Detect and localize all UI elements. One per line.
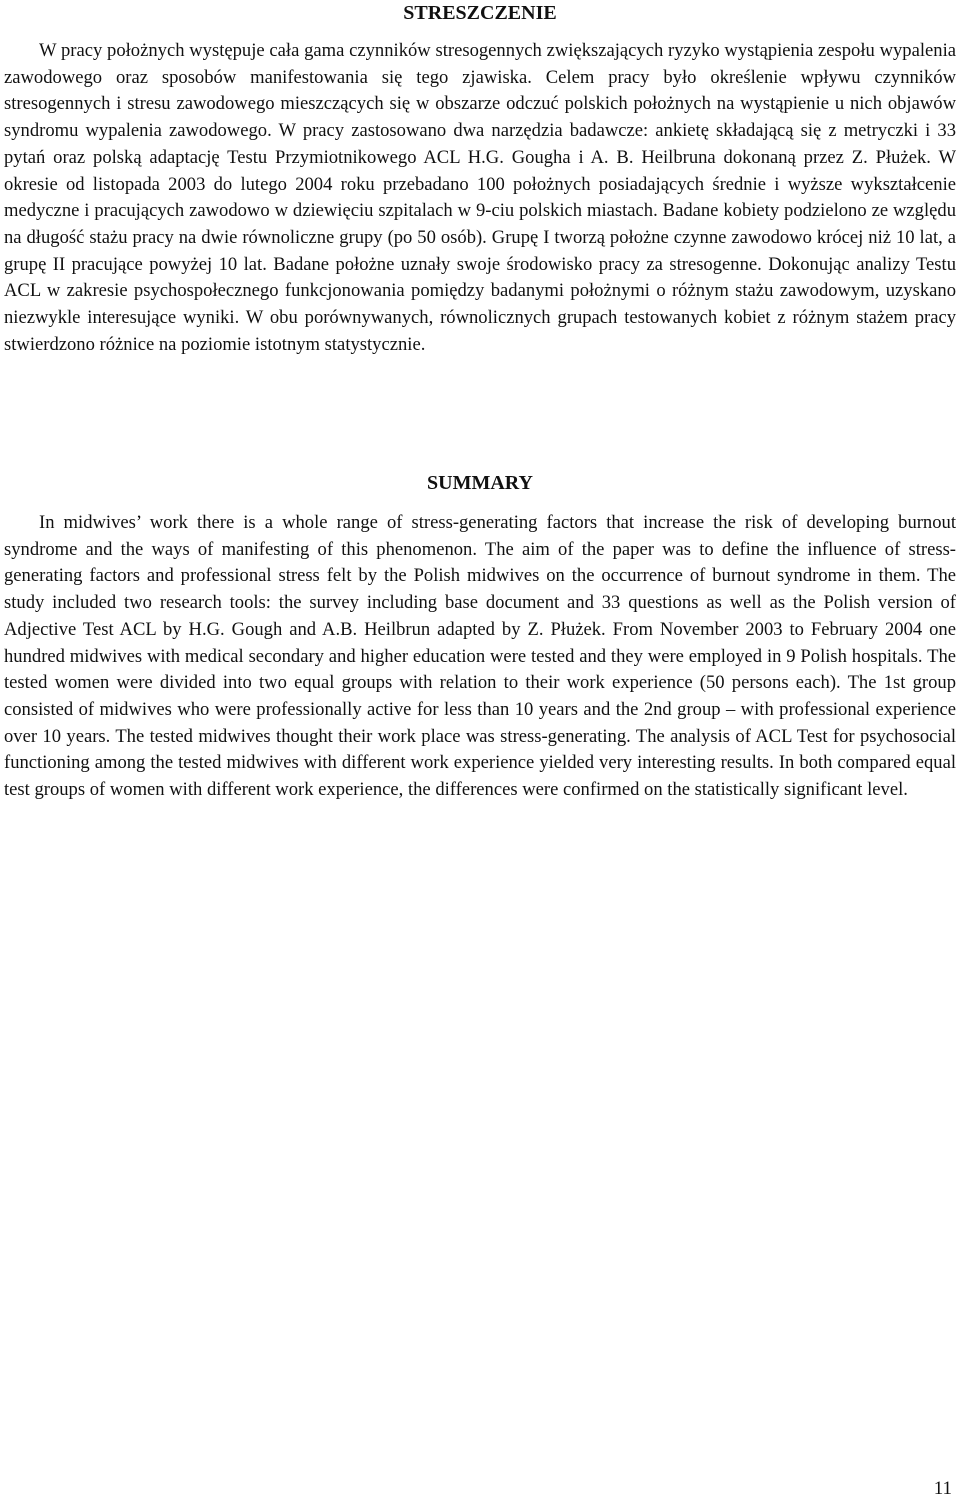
streszczenie-heading: STRESZCZENIE <box>403 2 557 24</box>
summary-heading: SUMMARY <box>427 472 533 494</box>
streszczenie-paragraph: W pracy położnych występuje cała gama czynników stresogennych zwiększających ryzyko wystąpienia zespołu wypalenia zawodowego oraz sposobów manifestowania się tego zjawiska. Celem pracy było określenie wpływu czynników stresogennych i stresu zawodowego mieszczących się w obszarze odczuć polskich położnych na wystąpienie u nich objawów syndromu wypalenia zawodowego. W pracy zastosowano dwa narzędzia badawcze: ankietę składającą się z metryczki i 33 pytań oraz polską adaptację Testu Przymiotnikowego ACL H.G. Gougha i A. B. Heilbruna dokonaną przez Z. Płużek. W okresie od listopada 2003 do lutego 2004 roku przebadano 100 położnych posiadających średnie i wyższe wykształcenie medyczne i pracujących zawodowo w dziewięciu szpitalach w 9-ciu polskich miastach. Badane kobiety podzielono ze względu na długość stażu pracy na dwie równoliczne grupy (po 50 osób). Grupę I tworzą położne czynne zawodowo krócej niż 10 lat, a grupę II pracujące powyżej 10 lat. Badane położne uznały swoje środowisko pracy za stresogenne. Dokonując analizy Testu ACL w zakresie psychospołecznego funkcjonowania pomiędzy badanymi położnymi o różnym stażu zawodowym, uzyskano niezwykle interesujące wyniki. W obu porównywanych, równolicznych grupach testowanych kobiet z różnym stażem pracy stwierdzono różnice na poziomie istotnym statystycznie. <box>4 40 956 355</box>
page-number: 11 <box>933 1478 952 1499</box>
summary-paragraph: In midwives’ work there is a whole range of stress-generating factors that increase the risk of developing burnout syndrome and the ways of manifesting of this phenomenon. The aim of the paper was to define the influence of stress-generating factors and professional stress felt by the Polish midwives on the occurrence of burnout syndrome in them. The study included two research tools: the survey including base document and 33 questions as well as the Polish version of Adjective Test ACL by H.G. Gough and A.B. Heilbrun adapted by Z. Płużek. From November 2003 to February 2004 one hundred midwives with medical secondary and higher education were tested and they were employed in 9 Polish hospitals. The tested women were divided into two equal groups with relation to their work experience (50 persons each). The 1st group consisted of midwives who were professionally active for less than 10 years and the 2nd group – with professional experience over 10 years. The tested midwives thought their work place was stress-generating. The analysis of ACL Test for psychosocial functioning among the tested midwives with different work experience yielded very interesting results. In both compared equal test groups of women with different work experience, the differences were confirmed on the statistically significant level. <box>4 512 956 801</box>
